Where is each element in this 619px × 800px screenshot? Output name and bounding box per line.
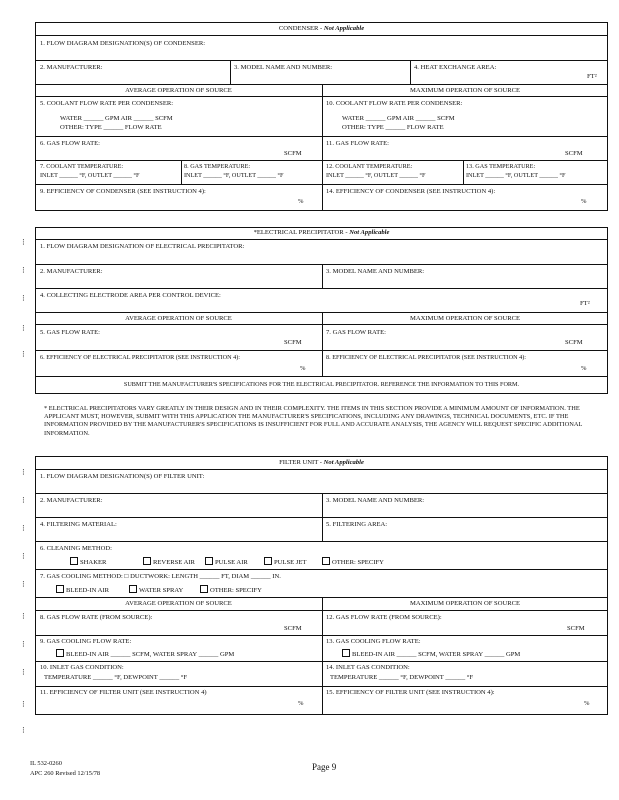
precipitator-f4-unit: FT²: [580, 300, 590, 307]
condenser-f1: 1. FLOW DIAGRAM DESIGNATION(S) OF CONDENSER:: [40, 40, 206, 47]
filter-cool-opt-0[interactable]: BLEED-IN AIR: [56, 585, 109, 595]
condenser-f5-line1: WATER ______ GPM AIR ______ SCFM: [60, 115, 173, 122]
filter-f9: 9. GAS COOLING FLOW RATE:: [40, 638, 132, 645]
filter-clean-opt-4[interactable]: OTHER: SPECIFY: [322, 557, 384, 567]
condenser-f7: 7. COOLANT TEMPERATURE:: [40, 163, 124, 170]
filter-cool-opt-2[interactable]: OTHER: SPECIFY: [200, 585, 262, 595]
precipitator-f1: 1. FLOW DIAGRAM DESIGNATION OF ELECTRICAL PRECIPITATOR:: [40, 243, 245, 250]
filter-f10: 10. INLET GAS CONDITION:: [40, 664, 124, 671]
precipitator-f5: 5. GAS FLOW RATE:: [40, 329, 100, 336]
filter-f15-pct: %: [584, 700, 590, 707]
condenser-f10: 10. COOLANT FLOW RATE PER CONDENSER:: [326, 100, 463, 107]
filter-f10-line: TEMPERATURE ______ °F, DEWPOINT ______ °F: [44, 674, 188, 681]
checkbox[interactable]: [56, 649, 64, 657]
precipitator-f3: 3. MODEL NAME AND NUMBER:: [326, 268, 425, 275]
condenser-avg-header: AVERAGE OPERATION OF SOURCE: [125, 87, 232, 94]
footer-form: APC 260 Revised 12/15/78: [30, 770, 101, 777]
precipitator-f6: 6. EFFICIENCY OF ELECTRICAL PRECIPITATOR (SEE INSTRUCTION 4):: [40, 354, 241, 361]
footer-code: IL 532-0260: [30, 760, 62, 767]
condenser-f12: 12. COOLANT TEMPERATURE:: [326, 163, 413, 170]
precipitator-f5-unit: SCFM: [284, 339, 302, 346]
condenser-f3: 3. MODEL NAME AND NUMBER:: [234, 64, 333, 71]
filter-f8: 8. GAS FLOW RATE (FROM SOURCE):: [40, 614, 153, 621]
binder-mark: ⁝: [22, 266, 25, 276]
condenser-f4: 4. HEAT EXCHANGE AREA:: [414, 64, 497, 71]
filter-clean-opt-3[interactable]: PULSE JET: [264, 557, 306, 567]
condenser-f4-unit: FT²: [587, 73, 597, 80]
filter-title: FILTER UNIT - Not Applicable: [279, 459, 364, 466]
filter-f14-line: TEMPERATURE ______ °F, DEWPOINT ______ °F: [330, 674, 474, 681]
binder-mark: ⁝: [22, 324, 25, 334]
filter-f11-pct: %: [298, 700, 304, 707]
binder-mark: ⁝: [22, 294, 25, 304]
precipitator-f6-pct: %: [300, 365, 306, 372]
condenser-f9-pct: %: [298, 198, 304, 205]
condenser-max-header: MAXIMUM OPERATION OF SOURCE: [409, 87, 521, 94]
condenser-f5-line2: OTHER: TYPE ______ FLOW RATE: [60, 124, 162, 131]
filter-f3: 3. MODEL NAME AND NUMBER:: [326, 497, 425, 504]
checkbox[interactable]: [143, 557, 151, 565]
filter-f6: 6. CLEANING METHOD:: [40, 545, 112, 552]
precipitator-title: *ELECTRICAL PRECIPITATOR - Not Applicable: [253, 229, 390, 236]
checkbox[interactable]: [56, 585, 64, 593]
checkbox[interactable]: [264, 557, 272, 565]
precipitator-f8-pct: %: [581, 365, 587, 372]
condenser-f11: 11. GAS FLOW RATE:: [326, 140, 390, 147]
binder-mark: ⁝: [22, 640, 25, 650]
binder-mark: ⁝: [22, 238, 25, 248]
binder-mark: ⁝: [22, 580, 25, 590]
condenser-f6: 6. GAS FLOW RATE:: [40, 140, 100, 147]
page-number: Page 9: [312, 762, 337, 772]
precipitator-f7: 7. GAS FLOW RATE:: [326, 329, 386, 336]
precipitator-f7-unit: SCFM: [565, 339, 583, 346]
condenser-title: CONDENSER - Not Applicable: [278, 25, 365, 32]
checkbox[interactable]: [342, 649, 350, 657]
checkbox[interactable]: [70, 557, 78, 565]
binder-mark: ⁝: [22, 524, 25, 534]
precipitator-f4: 4. COLLECTING ELECTRODE AREA PER CONTROL DEVICE:: [40, 292, 221, 299]
binder-mark: ⁝: [22, 700, 25, 710]
precipitator-footnote: * ELECTRICAL PRECIPITATORS VARY GREATLY IN THEIR DESIGN AND IN THEIR COMPLEXITY. THE ITEMS IN THIS SECTION PROVIDE A MINIMUM AMOUNT OF INFORMATION. THE APPLICANT MUST, HOWEVER, SUBMIT WITH THIS APPLICATION THE MANUFACTURER'S SPECIFICATIONS, INCLUDING ANY DRAWINGS, TECHNICAL DOCUMENTS, ETC. IF THE INFORMATION PROVIDED BY THE MANUFACTURER'S SPECIFICATIONS IS INSUFFICIENT FOR FULL AND ACCURATE ANALYSIS, THE AGENCY WILL REQUEST SPECIFIC ADDITIONAL INFORMATION.: [44, 405, 583, 437]
binder-mark: ⁝: [22, 350, 25, 360]
filter-f12-unit: SCFM: [567, 625, 585, 632]
binder-mark: ⁝: [22, 468, 25, 478]
condenser-f8-line: INLET ______ °F, OUTLET ______ °F: [184, 172, 284, 179]
filter-f14: 14. INLET GAS CONDITION:: [326, 664, 410, 671]
filter-clean-opt-2[interactable]: PULSE AIR: [205, 557, 248, 567]
checkbox[interactable]: [205, 557, 213, 565]
precipitator-f8: 8. EFFICIENCY OF ELECTRICAL PRECIPITATOR (SEE INSTRUCTION 4):: [326, 354, 527, 361]
binder-mark: ⁝: [22, 552, 25, 562]
filter-f13: 13. GAS COOLING FLOW RATE:: [326, 638, 421, 645]
filter-clean-opt-1[interactable]: REVERSE AIR: [143, 557, 195, 567]
binder-mark: ⁝: [22, 612, 25, 622]
filter-f9-line: BLEED-IN AIR ______ SCFM, WATER SPRAY ______ GPM: [56, 649, 234, 659]
checkbox[interactable]: [200, 585, 208, 593]
precipitator-max-header: MAXIMUM OPERATION OF SOURCE: [409, 315, 521, 322]
filter-f8-unit: SCFM: [284, 625, 302, 632]
condenser-f14-pct: %: [581, 198, 587, 205]
condenser-f14: 14. EFFICIENCY OF CONDENSER (SEE INSTRUCTION 4):: [326, 188, 496, 195]
filter-f2: 2. MANUFACTURER:: [40, 497, 103, 504]
condenser-f10-line1: WATER ______ GPM AIR ______ SCFM: [342, 115, 455, 122]
binder-mark: ⁝: [22, 668, 25, 678]
filter-f1: 1. FLOW DIAGRAM DESIGNATION(S) OF FILTER UNIT:: [40, 473, 205, 480]
precipitator-f2: 2. MANUFACTURER:: [40, 268, 103, 275]
filter-f7: 7. GAS COOLING METHOD: □ DUCTWORK: LENGTH ______ FT, DIAM ______ IN.: [40, 573, 281, 580]
filter-avg-header: AVERAGE OPERATION OF SOURCE: [125, 600, 232, 607]
filter-f5: 5. FILTERING AREA:: [326, 521, 388, 528]
checkbox[interactable]: [129, 585, 137, 593]
filter-f11: 11. EFFICIENCY OF FILTER UNIT (SEE INSTRUCTION 4): [40, 689, 207, 696]
condenser-f2: 2. MANUFACTURER:: [40, 64, 103, 71]
filter-f13-line: BLEED-IN AIR ______ SCFM, WATER SPRAY ______ GPM: [342, 649, 520, 659]
condenser-f9: 9. EFFICIENCY OF CONDENSER (SEE INSTRUCTION 4):: [40, 188, 206, 195]
filter-cool-opt-1[interactable]: WATER SPRAY: [129, 585, 183, 595]
condenser-f11-unit: SCFM: [565, 150, 583, 157]
filter-f4: 4. FILTERING MATERIAL:: [40, 521, 117, 528]
checkbox[interactable]: [322, 557, 330, 565]
filter-f15: 15. EFFICIENCY OF FILTER UNIT (SEE INSTRUCTION 4):: [326, 689, 495, 696]
precipitator-submit-note: SUBMIT THE MANUFACTURER'S SPECIFICATIONS FOR THE ELECTRICAL PRECIPITATOR. REFERENCE THE INFORMATION TO THIS FORM.: [123, 381, 520, 388]
condenser-f6-unit: SCFM: [284, 150, 302, 157]
condenser-f5: 5. COOLANT FLOW RATE PER CONDENSER:: [40, 100, 174, 107]
filter-f12: 12. GAS FLOW RATE (FROM SOURCE):: [326, 614, 442, 621]
condenser-f10-line2: OTHER: TYPE ______ FLOW RATE: [342, 124, 444, 131]
filter-clean-opt-0[interactable]: SHAKER: [70, 557, 106, 567]
filter-max-header: MAXIMUM OPERATION OF SOURCE: [409, 600, 521, 607]
binder-mark: ⁝: [22, 726, 25, 736]
condenser-f12-line: INLET ______ °F, OUTLET ______ °F: [326, 172, 426, 179]
binder-mark: ⁝: [22, 496, 25, 506]
condenser-f13: 13. GAS TEMPERATURE:: [466, 163, 536, 170]
condenser-f13-line: INLET ______ °F, OUTLET ______ °F: [466, 172, 566, 179]
precipitator-avg-header: AVERAGE OPERATION OF SOURCE: [125, 315, 232, 322]
condenser-f7-line: INLET ______ °F, OUTLET ______ °F: [40, 172, 140, 179]
condenser-f8: 8. GAS TEMPERATURE:: [184, 163, 251, 170]
